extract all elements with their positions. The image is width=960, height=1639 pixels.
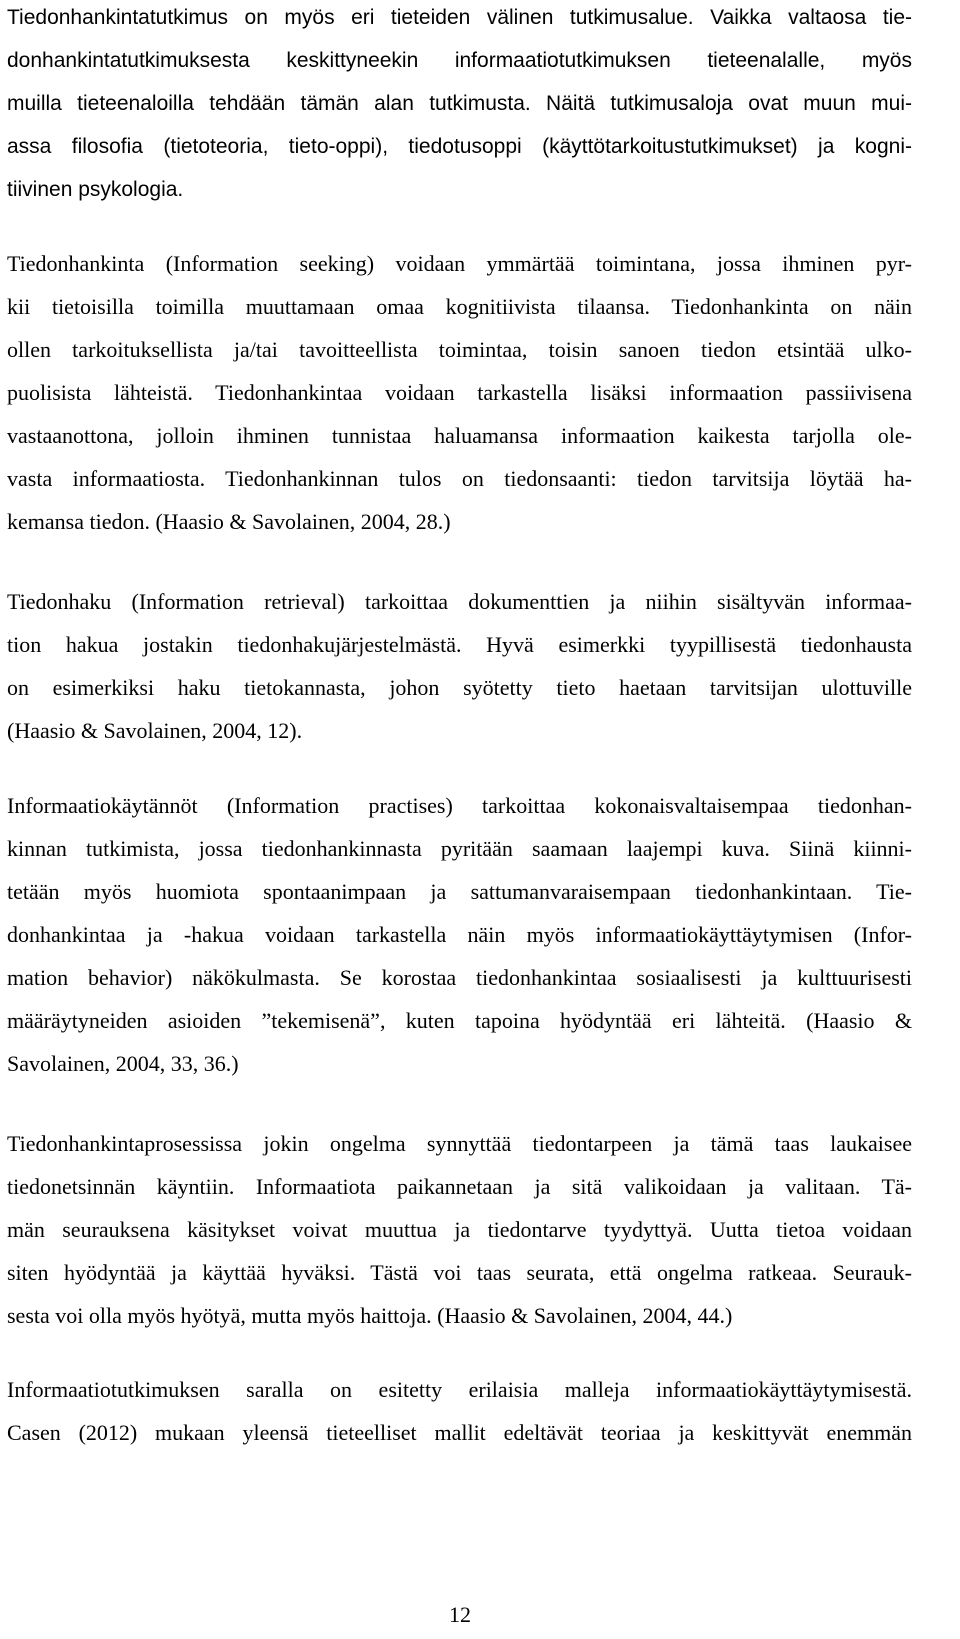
text-line: Tiedonhaku (Information retrieval) tarkoittaa dokumenttien ja niihin sisältyvän informaa-: [7, 589, 912, 614]
page-number: 12: [449, 1602, 471, 1627]
text-line: tetään myös huomiota spontaanimpaan ja sattumanvaraisempaan tiedonhankintaan. Tie-: [7, 879, 912, 904]
paragraph-3: [7, 580, 912, 752]
text-line: Informaatiokäytännöt (Information practises) tarkoittaa kokonaisvaltaisempaa tiedonhan-: [7, 793, 912, 818]
text-line: Casen (2012) mukaan yleensä tieteelliset mallit edeltävät teoriaa ja keskittyvät enemmän: [7, 1420, 912, 1445]
paragraph-1: [7, 0, 912, 211]
text-line: tiivinen psykologia.: [7, 178, 184, 201]
text-line: män seurauksena käsitykset voivat muuttua ja tiedontarve tyydyttyä. Uutta tietoa voidaan: [7, 1217, 912, 1242]
text-line: määräytyneiden asioiden ”tekemisenä”, kuten tapoina hyödyntää eri lähteitä. (Haasio &: [7, 1008, 912, 1033]
text-line: Tiedonhankintaprosessissa jokin ongelma synnyttää tiedontarpeen ja tämä taas laukaisee: [7, 1131, 912, 1156]
paragraph-4: [7, 784, 912, 1085]
text-line: Tiedonhankintatutkimus on myös eri tieteiden välinen tutkimusalue. Vaikka valtaosa tie-: [7, 6, 912, 29]
text-line: donhankintaa ja -hakua voidaan tarkastella näin myös informaatiokäyttäytymisen (Infor-: [7, 922, 912, 947]
text-line: vasta informaatiosta. Tiedonhankinnan tulos on tiedonsaanti: tiedon tarvitsija löytää ha-: [7, 466, 912, 491]
text-line: siten hyödyntää ja käyttää hyväksi. Tästä voi taas seurata, että ongelma ratkeaa. Seurauk-: [7, 1260, 912, 1285]
text-line: (Haasio & Savolainen, 2004, 12).: [7, 718, 303, 743]
text-line: donhankintatutkimuksesta keskittyneekin informaatiotutkimuksen tieteenalalle, myös: [7, 49, 912, 72]
text-line: on esimerkiksi haku tietokannasta, johon syötetty tieto haetaan tarvitsijan ulottuville: [7, 675, 912, 700]
text-line: mation behavior) näkökulmasta. Se korostaa tiedonhankintaa sosiaalisesti ja kulttuurisesti: [7, 965, 912, 990]
text-line: kii tietoisilla toimilla muuttamaan omaa kognitiivista tilaansa. Tiedonhankinta on näin: [7, 294, 912, 319]
paragraph-5: [7, 1122, 912, 1337]
text-line: Informaatiotutkimuksen saralla on esitetty erilaisia malleja informaatiokäyttäytymisestä.: [7, 1377, 912, 1402]
text-line: ollen tarkoituksellista ja/tai tavoitteellista toimintaa, toisin sanoen tiedon etsintää ulko-: [7, 337, 912, 362]
text-line: tion hakua jostakin tiedonhakujärjestelmästä. Hyvä esimerkki tyypillisestä tiedonhausta: [7, 632, 912, 657]
paragraph-6: [7, 1368, 912, 1454]
text-line: assa filosofia (tietoteoria, tieto-oppi), tiedotusoppi (käyttötarkoitustutkimukset) ja kogni-: [7, 135, 912, 158]
text-line: Tiedonhankinta (Information seeking) voidaan ymmärtää toimintana, jossa ihminen pyr-: [7, 251, 912, 276]
text-line: muilla tieteenaloilla tehdään tämän alan tutkimusta. Näitä tutkimusaloja ovat muun mui-: [7, 92, 912, 115]
text-line: vastaanottona, jolloin ihminen tunnistaa haluamansa informaation kaikesta tarjolla ole-: [7, 423, 912, 448]
text-line: Savolainen, 2004, 33, 36.): [7, 1051, 239, 1076]
text-line: puolisista lähteistä. Tiedonhankintaa voidaan tarkastella lisäksi informaation passiivisena: [7, 380, 912, 405]
text-line: kinnan tutkimista, jossa tiedonhankinnasta pyritään saamaan laajempi kuva. Siinä kiinni-: [7, 836, 912, 861]
text-line: tiedonetsinnän käyntiin. Informaatiota paikannetaan ja sitä valikoidaan ja valitaan. Tä-: [7, 1174, 912, 1199]
paragraph-2: [7, 242, 912, 543]
text-line: sesta voi olla myös hyötyä, mutta myös haittoja. (Haasio & Savolainen, 2004, 44.): [7, 1303, 733, 1328]
text-line: kemansa tiedon. (Haasio & Savolainen, 2004, 28.): [7, 509, 451, 534]
